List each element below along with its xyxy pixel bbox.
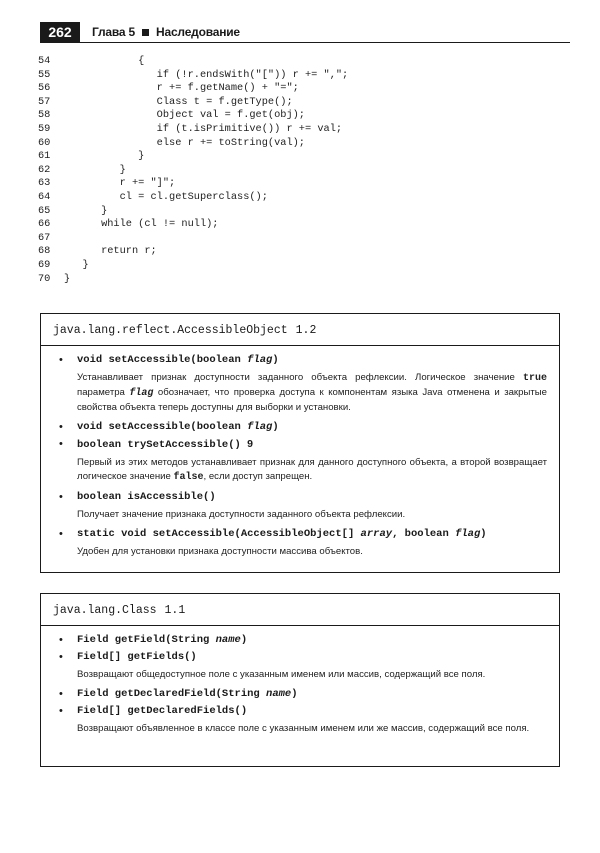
line-number: 67 [38,231,51,244]
code-text: if (!r.endsWith("[")) r += ","; [64,68,349,81]
chapter-heading [92,22,240,42]
code-line [38,273,348,287]
bullet-icon: • [59,438,63,450]
method-signature: boolean trySetAccessible() 9 [77,438,253,451]
api-item [53,703,547,736]
bullet-icon: • [59,634,63,646]
api-item [53,419,547,436]
chapter-label: Глава 5 [92,25,136,39]
method-description: Возвращают объявленное в классе поле с указанным именем или же массив, содержащий все поля. [77,723,530,734]
api-version: 1.1 [164,604,186,617]
api-item [53,526,547,559]
api-item [53,352,547,415]
method-description: Возвращают общедоступное поле с указанным именем или массив, содержащий все поля. [77,669,486,680]
method-signature: static void setAccessible(AccessibleObject[] array, boolean flag) [77,528,487,540]
code-line [38,218,348,232]
code-text: cl = cl.getSuperclass(); [64,190,268,203]
code-text: while (cl != null); [64,218,219,231]
code-line [38,150,348,164]
page-header [40,22,570,42]
code-text: Object val = f.get(obj); [64,109,305,122]
code-line [38,177,348,191]
api-box-title [41,314,559,346]
line-number: 59 [38,122,51,135]
bullet-icon: • [59,354,63,366]
line-number: 57 [38,95,51,108]
code-line [38,123,348,137]
method-signature: Field[] getDeclaredFields() [77,705,248,717]
bullet-icon: • [59,528,63,540]
api-box-class [40,593,560,767]
bullet-icon: • [59,491,63,503]
method-description: Удобен для установки признака доступности массива объектов. [77,546,363,557]
code-line [38,232,348,246]
code-listing [38,55,348,286]
code-line [38,55,348,69]
chapter-title: Наследование [156,25,240,39]
bullet-icon: • [59,688,63,700]
api-class-name: java.lang.Class [53,604,157,617]
code-line [38,205,348,219]
line-number: 69 [38,258,51,271]
line-number: 70 [38,272,51,285]
header-rule [40,42,570,43]
code-text: if (t.isPrimitive()) r += val; [64,122,343,135]
method-description: Устанавливает признак доступности заданного объекта рефлексии. Логическое значение true параметра flag обозначает, что проверка доступа к компонентам языка Java отменена и закрытые свойства объекта теперь доступны для выборки и установки. [77,372,547,413]
line-number: 68 [38,245,51,258]
method-signature: Field getDeclaredField(String name) [77,688,298,700]
api-item [53,489,547,522]
line-number: 58 [38,109,51,122]
api-item [53,436,547,485]
api-box-accessible-object [40,313,560,573]
code-text: } [64,258,89,271]
code-line [38,191,348,205]
line-number: 61 [38,150,51,163]
square-bullet-icon [142,29,149,36]
api-item [53,632,547,649]
line-number: 54 [38,55,51,67]
line-number: 56 [38,82,51,95]
code-line [38,82,348,96]
api-item [53,686,547,703]
code-text: } [64,272,71,285]
code-text: else r += toString(val); [64,136,305,149]
page-number: 262 [40,22,80,42]
method-signature: void setAccessible(boolean flag) [77,421,279,433]
code-line [38,259,348,273]
line-number: 62 [38,163,51,176]
code-line [38,137,348,151]
code-text: } [64,204,108,217]
code-line [38,109,348,123]
line-number: 60 [38,136,51,149]
line-number: 63 [38,177,51,190]
bullet-icon: • [59,421,63,433]
method-signature: void setAccessible(boolean flag) [77,354,279,366]
code-text: } [64,163,126,176]
api-class-name: java.lang.reflect.AccessibleObject [53,324,288,337]
method-description: Получает значение признака доступности заданного объекта рефлексии. [77,509,406,520]
line-number: 64 [38,190,51,203]
bullet-icon: • [59,705,63,717]
line-number: 65 [38,204,51,217]
code-text: } [64,150,145,163]
code-text: Class t = f.getType(); [64,95,293,108]
code-text: return r; [64,245,157,258]
api-box-title [41,594,559,626]
method-description: Первый из этих методов устанавливает признак для данного доступного объекта, а второй возвращает логическое значение false, если доступ запрещен. [77,457,547,483]
api-version: 1.2 [295,324,317,337]
method-signature: Field getField(String name) [77,634,248,646]
method-signature: boolean isAccessible() [77,491,216,503]
code-line [38,96,348,110]
line-number: 55 [38,68,51,81]
code-line [38,164,348,178]
line-number: 66 [38,218,51,231]
bullet-icon: • [59,651,63,663]
api-item [53,649,547,682]
method-signature: Field[] getFields() [77,651,197,663]
code-text: r += f.getName() + "="; [64,82,299,95]
code-text: r += "]"; [64,177,176,190]
code-line [38,69,348,83]
code-text: { [64,55,145,67]
code-line [38,245,348,259]
